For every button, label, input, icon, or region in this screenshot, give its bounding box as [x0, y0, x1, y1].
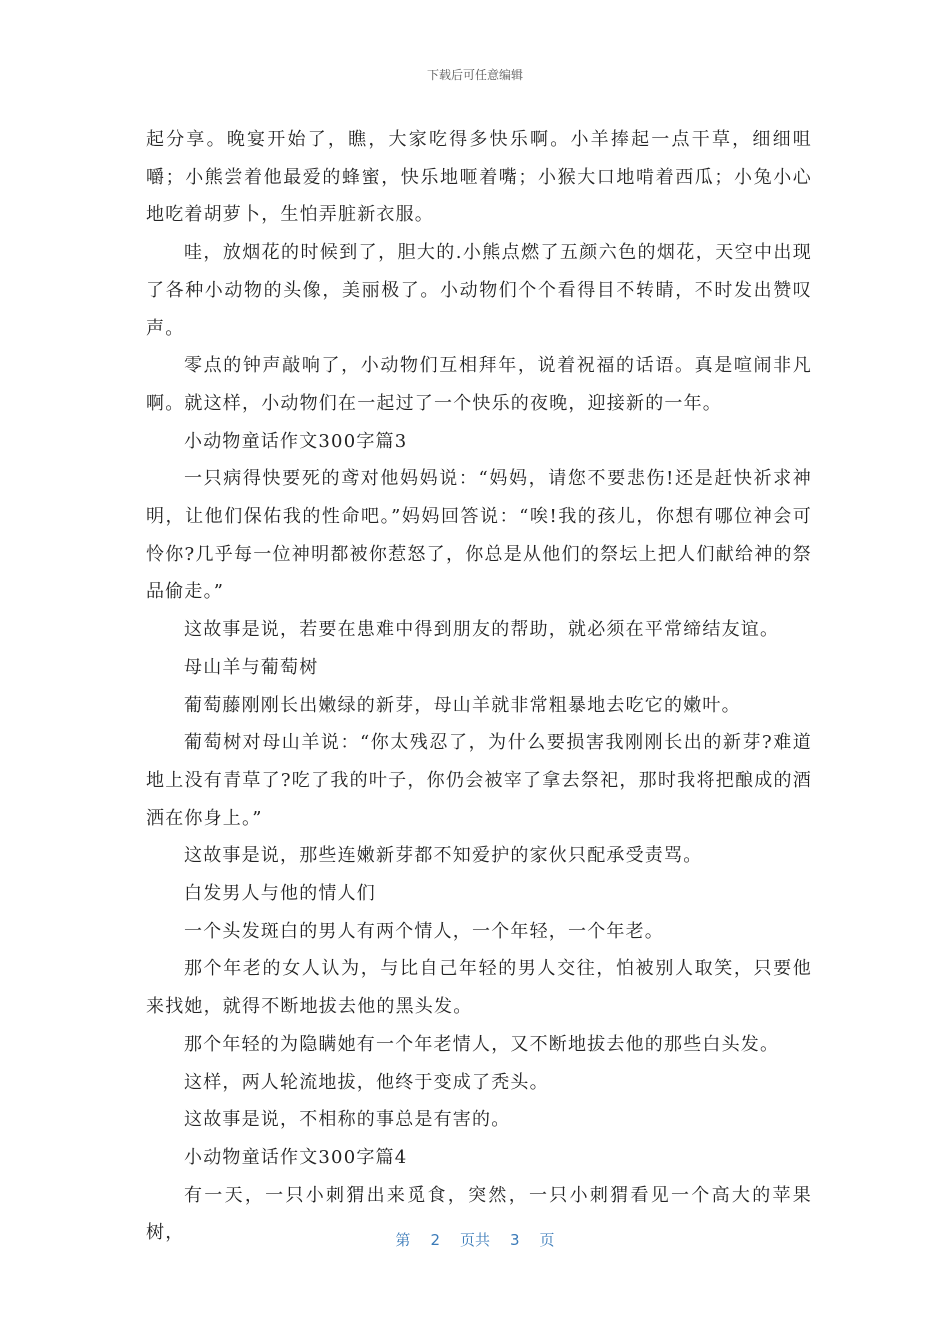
paragraph: 葡萄树对母山羊说：“你太残忍了，为什么要损害我刚刚长出的新芽?难道地上没有青草了?吃了我的叶子，你仍会被宰了拿去祭祀，那时我将把酿成的酒洒在你身上。”	[146, 732, 812, 829]
paragraph: 葡萄藤刚刚长出嫩绿的新芽，母山羊就非常粗暴地去吃它的嫩叶。	[184, 694, 741, 716]
paragraph: 这故事是说，不相称的事总是有害的。	[184, 1109, 511, 1131]
section-heading: 小动物童话作文300字篇4	[184, 1146, 408, 1168]
footer-suffix: 页	[539, 1231, 555, 1249]
paragraph: 这样，两人轮流地拔，他终于变成了秃头。	[184, 1071, 549, 1093]
paragraph: 一只病得快要死的鸢对他妈妈说：“妈妈，请您不要悲伤!还是赶快祈求神明，让他们保佑我的性命吧。”妈妈回答说：“唉!我的孩儿，你想有哪位神会可怜你?几乎每一位神明都被你惹怒了，你总是从他们的祭坛上把人们献给神的祭品偷走。”	[146, 468, 812, 603]
paragraph: 一个头发斑白的男人有两个情人，一个年轻，一个年老。	[184, 920, 664, 942]
document-body	[146, 121, 812, 1252]
paragraph: 这故事是说，若要在患难中得到朋友的帮助，就必须在平常缔结友谊。	[184, 619, 780, 641]
paragraph: 那个年轻的为隐瞒她有一个年老情人，又不断地拔去他的那些白头发。	[184, 1033, 780, 1055]
section-heading: 小动物童话作文300字篇3	[184, 430, 408, 452]
paragraph: 这故事是说，那些连嫩新芽都不知爱护的家伙只配承受责骂。	[184, 845, 703, 867]
page-footer	[0, 1229, 950, 1250]
footer-middle: 页共	[459, 1231, 490, 1249]
page-header: 下载后可任意编辑	[426, 68, 523, 82]
paragraph: 那个年老的女人认为，与比自己年轻的男人交往，怕被别人取笑，只要他来找她，就得不断地拔去他的黑头发。	[146, 958, 812, 1018]
current-page-number: 2	[430, 1231, 440, 1249]
story-title: 母山羊与葡萄树	[184, 656, 319, 678]
footer-prefix: 第	[395, 1231, 411, 1249]
paragraph: 哇，放烟花的时候到了，胆大的.小熊点燃了五颜六色的烟花，天空中出现了各种小动物的头像，美丽极了。小动物们个个看得目不转睛，不时发出赞叹声。	[146, 242, 812, 339]
paragraph: 起分享。晚宴开始了，瞧，大家吃得多快乐啊。小羊捧起一点干草，细细咀嚼；小熊尝着他最爱的蜂蜜，快乐地咂着嘴；小猴大口地啃着西瓜；小兔小心地吃着胡萝卜，生怕弄脏新衣服。	[146, 129, 812, 226]
total-page-count: 3	[510, 1231, 520, 1249]
paragraph: 有一天，一只小刺猬出来觅食，突然，一只小刺猬看见一个高大的苹果树，	[146, 1184, 812, 1244]
paragraph: 零点的钟声敲响了，小动物们互相拜年，说着祝福的话语。真是喧闹非凡啊。就这样，小动物们在一起过了一个快乐的夜晚，迎接新的一年。	[146, 355, 812, 414]
story-title: 白发男人与他的情人们	[184, 883, 376, 905]
